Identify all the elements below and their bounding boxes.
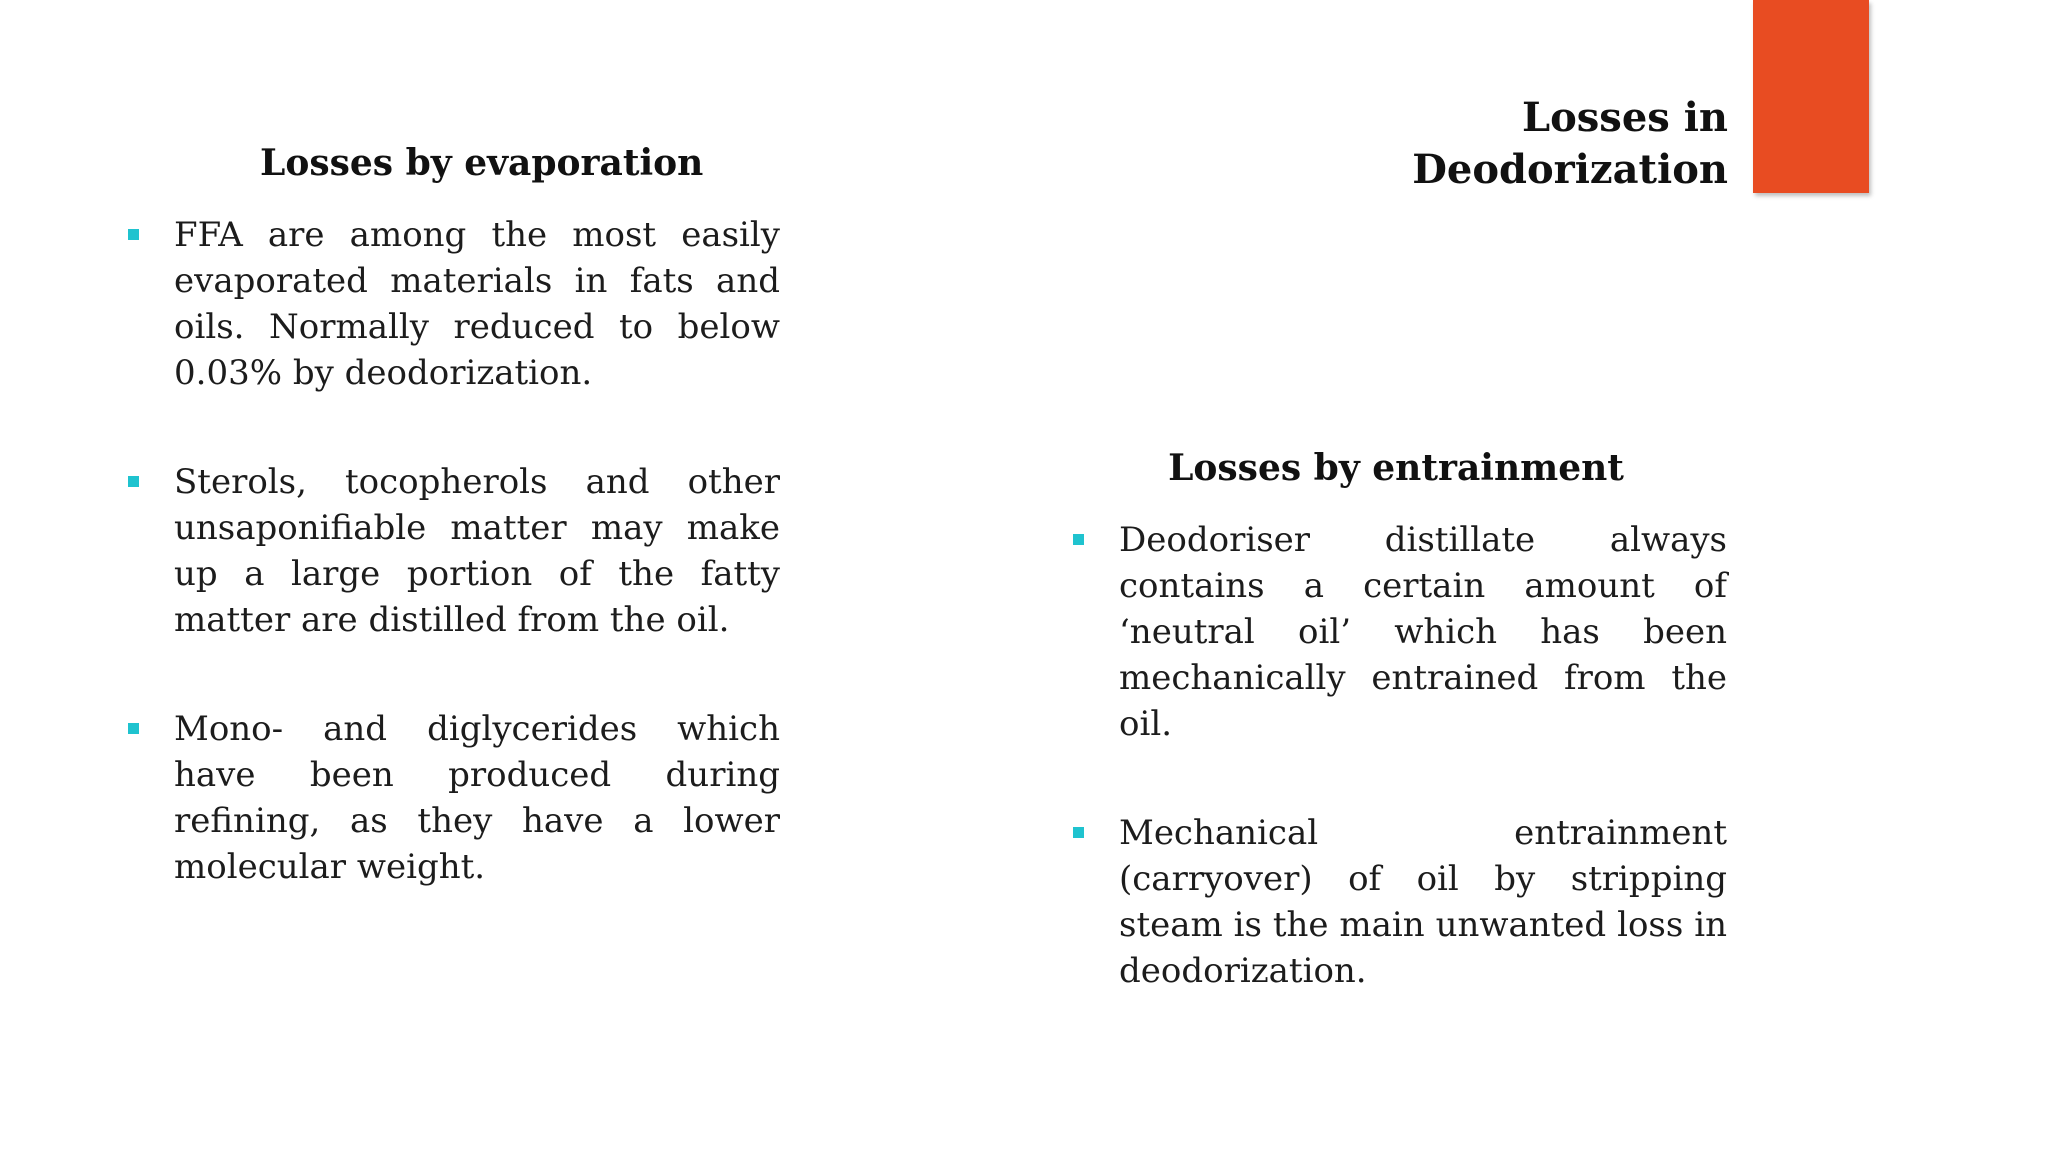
evaporation-list: [120, 212, 780, 890]
list-item-text: Mechanical entrainment (carryover) of oil by stripping steam is the main unwanted loss in deodorization.: [1119, 813, 1727, 991]
list-item: [1065, 517, 1727, 747]
list-item-text: Sterols, tocopherols and other unsaponifiable matter may make up a large portion of the fatty matter are distilled from the oil.: [174, 462, 780, 640]
list-item-text: FFA are among the most easily evaporated materials in fats and oils. Normally reduced to below 0.03% by deodorization.: [174, 215, 780, 393]
accent-bar: [1753, 0, 1869, 193]
list-item: [120, 212, 780, 396]
entrainment-list: [1065, 517, 1727, 994]
square-bullet-icon: [1073, 827, 1084, 838]
list-item: [120, 706, 780, 890]
list-item-text: Deodoriser distillate always contains a certain amount of ‘neutral oil’ which has been mechanically entrained from the oil.: [1119, 520, 1727, 744]
evaporation-heading: Losses by evaporation: [260, 142, 704, 184]
slide-title: Losses in Deodorization: [1412, 94, 1728, 193]
square-bullet-icon: [1073, 534, 1084, 545]
evaporation-column: [120, 140, 780, 953]
square-bullet-icon: [128, 723, 139, 734]
entrainment-heading: Losses by entrainment: [1168, 447, 1624, 489]
list-item: [120, 459, 780, 643]
square-bullet-icon: [128, 229, 139, 240]
entrainment-column: [1065, 445, 1727, 1057]
list-item: [1065, 810, 1727, 994]
list-item-text: Mono- and diglycerides which have been produced during refining, as they have a lower molecular weight.: [174, 709, 780, 887]
square-bullet-icon: [128, 476, 139, 487]
